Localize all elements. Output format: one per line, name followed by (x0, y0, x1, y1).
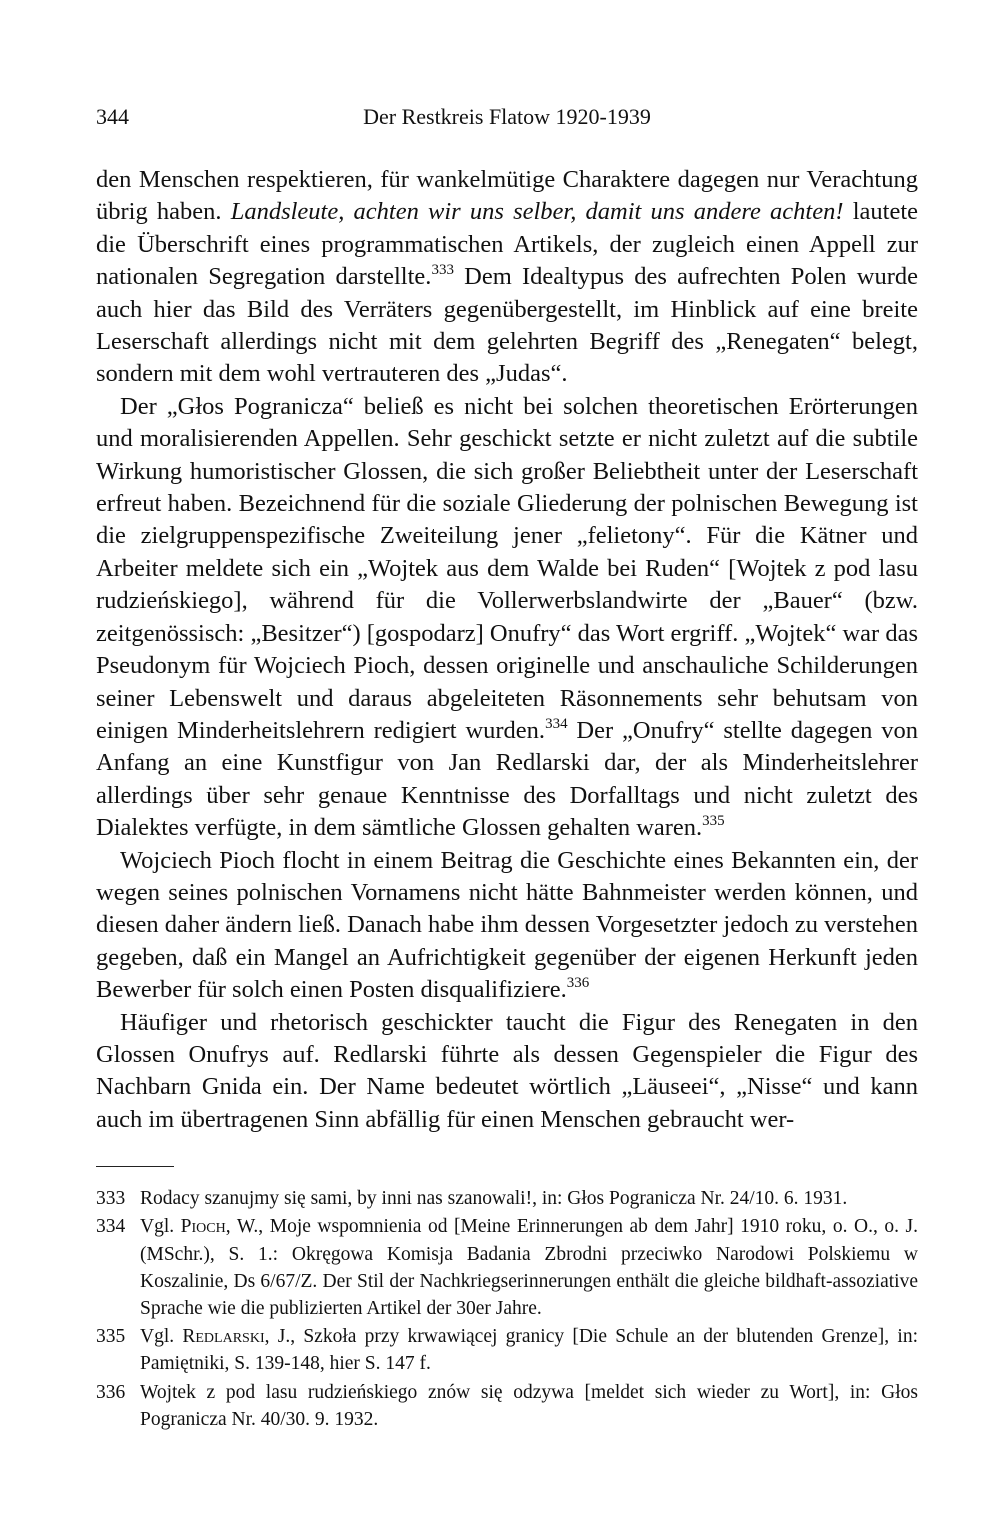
footnote-ref-336[interactable]: 336 (566, 975, 590, 992)
book-page (96, 104, 918, 1434)
footnote-ref-334[interactable]: 334 (545, 715, 568, 732)
running-head (96, 104, 918, 144)
footnotes (96, 1185, 918, 1433)
paragraph-2-text-a: Der „Głos Pogranicza“ beließ es nicht bei solchen theoretischen Erörterungen und moralisierenden Appellen. Sehr geschickt setzte er nicht zuletzt auf die subtile Wirkung humoristischer Glossen, die sich großer Beliebtheit unter der Leserschaft erfreut haben. Bezeichnend für die soziale Gliederung der polnischen Bewegung ist die zielgruppenspezifische Zweiteilung jener „felietony“. Für die Kätner und Arbeiter meldete sich ein „Wojtek aus dem Walde bei Ruden“ [Wojtek z pod lasu rudzieńskiego], während für die Vollerwerbslandwirte der „Bauer“ (bzw. zeitgenössisch: „Besitzer“) [gospodarz] Onufry“ das Wort ergriff. „Wojtek“ war das Pseudonym für Wojciech Pioch, dessen originelle und anschauliche Schilderungen seiner Lebenswelt und daraus abgeleiteten Räsonnements sehr behutsam von einigen Minderheitslehrern redigiert wurden. (96, 392, 918, 744)
footnote-text: Wojtek z pod lasu rudzieńskiego znów się odzywa [meldet sich wieder zu Wort], in: Głos Pogranicza Nr. 40/30. 9. 1932. (140, 1381, 918, 1430)
paragraph-1 (96, 164, 918, 391)
footnote-333 (96, 1185, 918, 1212)
paragraph-4 (96, 1007, 918, 1137)
footnote-text (140, 1323, 918, 1377)
footnote-text: Rodacy szanujmy się sami, by inni nas szanowali!, in: Głos Pogranicza Nr. 24/10. 6. 1931. (140, 1188, 848, 1210)
footnote-separator (96, 1166, 174, 1167)
footnote-rest: , W., Moje wspomnienia od [Meine Erinnerungen ab dem Jahr] 1910 roku, o. O., o. J. (MSchr.), S. 1.: Okręgowa Komisja Badania Zbrodni przeciwko Narodowi Polskiemu w Koszalinie, Ds 6/67/Z. Der Stil der Nachkriegserinnerungen enthält die gleiche bildhaft-assoziative Sprache wie die publizierten Artikel der 30er Jahre. (140, 1216, 919, 1319)
paragraph-3 (96, 845, 918, 1007)
footnote-text (140, 1213, 918, 1322)
body-text (96, 164, 918, 1136)
paragraph-2 (96, 391, 918, 845)
footnote-number: 335 (96, 1326, 126, 1348)
footnote-prefix: Vgl. (140, 1216, 181, 1238)
footnote-number: 336 (96, 1381, 126, 1403)
page-number: 344 (96, 104, 129, 129)
footnote-336 (96, 1379, 918, 1433)
footnote-rest: , J., Szkoła przy krwawiącej granicy [Die Schule an der blutenden Grenze], in: Pamiętniki, S. 139-148, hier S. 147 f. (140, 1326, 919, 1375)
author-name: Redlarski (182, 1326, 265, 1348)
article-title-italic: Landsleute, achten wir uns selber, damit uns andere achten! (230, 198, 844, 226)
author-name: Pioch (180, 1216, 226, 1238)
paragraph-3-text: Wojciech Pioch flocht in einem Beitrag die Geschichte eines Bekannten ein, der wegen seines polnischen Vornamens nicht hätte Bahnmeister werden können, und diesen daher ändern ließ. Danach habe ihm dessen Vorgesetzter jedoch zu verstehen gegeben, daß ein Mangel an Aufrichtigkeit gegenüber der eigenen Herkunft jeden Bewerber für solch einen Posten disqualifiziere. (96, 846, 918, 1004)
paragraph-1-text-a: den Menschen respektieren, für wankelmütige Charaktere dagegen nur Verachtung übrig haben. (96, 166, 918, 226)
footnote-334 (96, 1213, 918, 1322)
footnote-ref-335[interactable]: 335 (702, 813, 725, 830)
paragraph-4-text: Häufiger und rhetorisch geschickter taucht die Figur des Renegaten in den Glossen Onufrys auf. Redlarski führte als dessen Gegenspieler die Figur des Nachbarn Gnida ein. Der Name bedeutet wörtlich „Läuseei“, „Nisse“ und kann auch im übertragenen Sinn abfällig für einen Menschen gebraucht wer- (96, 1008, 918, 1133)
footnote-335 (96, 1323, 918, 1377)
running-title: Der Restkreis Flatow 1920-1939 (363, 104, 651, 129)
footnote-ref-333[interactable]: 333 (431, 262, 454, 279)
footnote-prefix: Vgl. (140, 1326, 183, 1348)
footnote-number: 334 (96, 1216, 126, 1238)
footnote-number: 333 (96, 1188, 126, 1210)
paragraph-1-text-c: Dem Idealtypus des aufrechten Polen wurde auch hier das Bild des Verräters gegenübergestellt, im Hinblick auf eine breite Leserschaft allerdings nicht mit dem gelehrten Begriff des „Renegaten“ belegt, sondern mit dem wohl vertrauteren des „Judas“. (96, 263, 919, 388)
paragraph-1-text-b: lautete die Überschrift eines programmatischen Artikels, der zugleich einen Appell zur nationalen Segregation darstellte. (96, 198, 919, 291)
paragraph-2-text-b: Der „Onufry“ stellte dagegen von Anfang an eine Kunstfigur von Jan Redlarski dar, der als Minderheitslehrer allerdings über sehr genaue Kenntnisse des Dorfalltags und nicht zuletzt des Dialektes verfügte, in dem sämtliche Glossen gehalten waren. (96, 716, 918, 842)
